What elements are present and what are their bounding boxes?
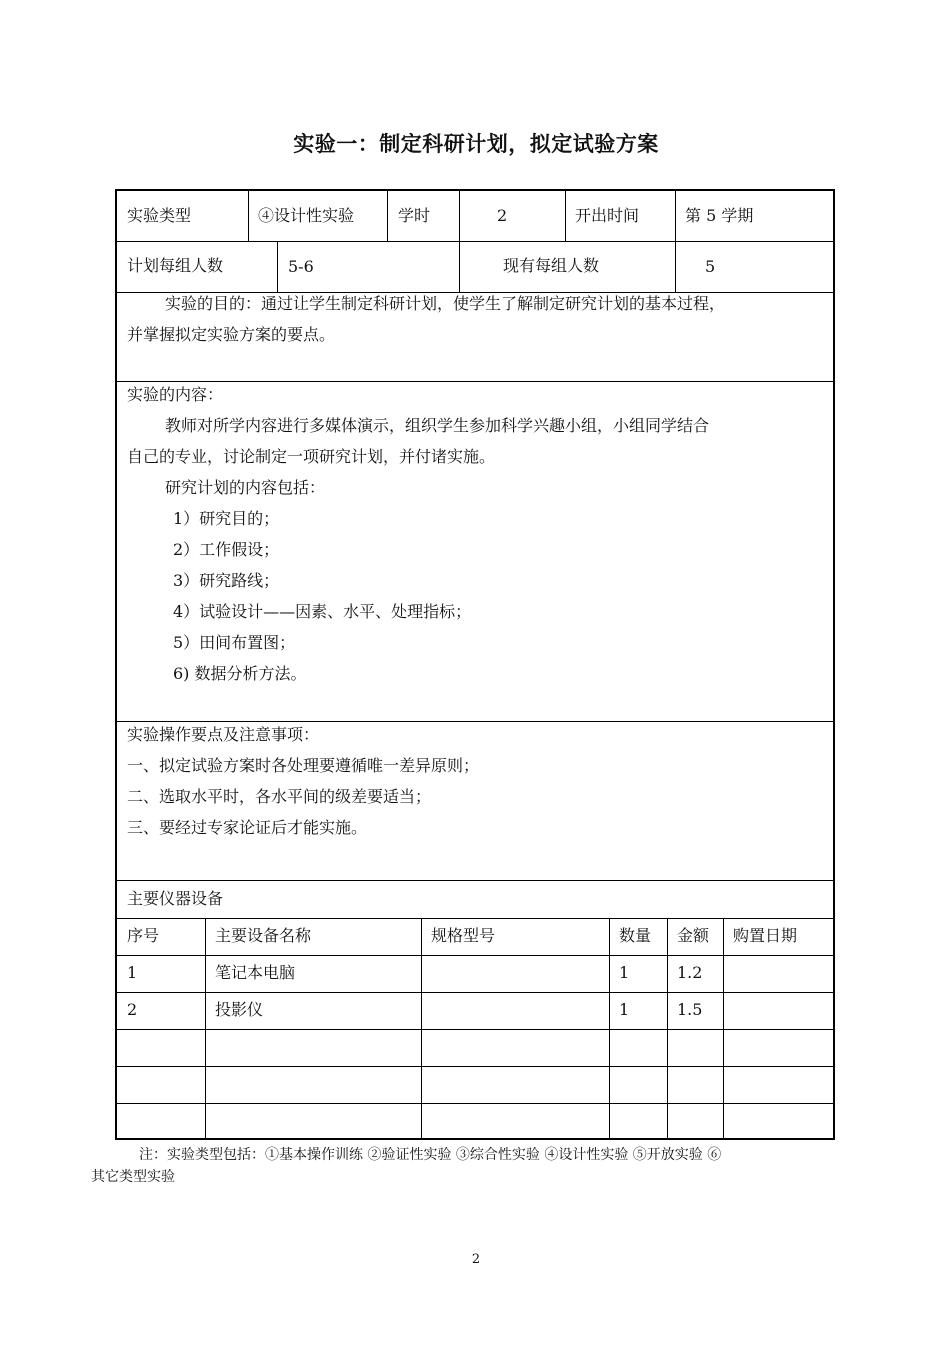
type-label: 实验类型 bbox=[127, 206, 192, 225]
operation-item: 二、选取水平时，各水平间的级差要适当； bbox=[127, 787, 432, 806]
column-header: 主要设备名称 bbox=[215, 926, 312, 945]
page-title: 实验一：制定科研计划，拟定试验方案 bbox=[293, 132, 659, 156]
table-cell: 1.5 bbox=[677, 1000, 703, 1019]
column-header: 规格型号 bbox=[431, 926, 496, 945]
content-line: 自己的专业，讨论制定一项研究计划，并付诸实施。 bbox=[127, 447, 496, 466]
actual-label: 现有每组人数 bbox=[503, 256, 600, 275]
content-section bbox=[127, 379, 709, 689]
operation-heading: 实验操作要点及注意事项： bbox=[127, 725, 320, 744]
type-value: ④设计性实验 bbox=[258, 206, 355, 225]
actual-value: 5 bbox=[705, 257, 716, 276]
table-cell: 1.2 bbox=[677, 963, 703, 982]
hours-value: 2 bbox=[497, 206, 508, 225]
operation-item: 一、拟定试验方案时各处理要遵循唯一差异原则； bbox=[127, 756, 480, 775]
table-cell: 1 bbox=[619, 1000, 630, 1019]
time-label: 开出时间 bbox=[575, 206, 640, 225]
content-line: 教师对所学内容进行多媒体演示，组织学生参加科学兴趣小组，小组同学结合 bbox=[165, 416, 710, 435]
content-item: 4）试验设计——因素、水平、处理指标； bbox=[173, 602, 472, 621]
content-item: 5）田间布置图； bbox=[173, 633, 296, 652]
content-line: 研究计划的内容包括： bbox=[165, 478, 326, 497]
content-item: 1）研究目的； bbox=[173, 509, 280, 528]
content-heading: 实验的内容： bbox=[127, 385, 224, 404]
purpose-line: 实验的目的：通过让学生制定科研计划，使学生了解制定研究计划的基本过程， bbox=[165, 294, 726, 313]
plan-value: 5-6 bbox=[288, 257, 314, 276]
page-number: 2 bbox=[471, 1252, 481, 1267]
table-cell: 1 bbox=[127, 963, 138, 982]
table-cell: 1 bbox=[619, 963, 630, 982]
experiment-table bbox=[115, 189, 835, 1140]
column-header: 购置日期 bbox=[733, 926, 798, 945]
hours-label: 学时 bbox=[398, 206, 431, 225]
equipment-heading: 主要仪器设备 bbox=[127, 889, 224, 908]
table-cell: 2 bbox=[127, 1000, 138, 1019]
footnote-line: 其它类型实验 bbox=[91, 1169, 175, 1185]
footnote bbox=[91, 1144, 860, 1188]
purpose-section bbox=[127, 288, 725, 350]
column-header: 金额 bbox=[677, 926, 710, 945]
content-item: 6) 数据分析方法。 bbox=[173, 664, 307, 683]
operation-section bbox=[127, 719, 479, 843]
column-header: 数量 bbox=[619, 926, 652, 945]
time-value: 第 5 学期 bbox=[685, 206, 754, 225]
operation-item: 三、要经过专家论证后才能实施。 bbox=[127, 818, 368, 837]
table-cell: 投影仪 bbox=[215, 1000, 264, 1019]
content-item: 3）研究路线； bbox=[173, 571, 280, 590]
content-item: 2）工作假设； bbox=[173, 540, 280, 559]
purpose-line: 并掌握拟定实验方案的要点。 bbox=[127, 325, 336, 344]
column-header: 序号 bbox=[127, 926, 160, 945]
plan-label: 计划每组人数 bbox=[127, 256, 224, 275]
footnote-line: 注：实验类型包括：①基本操作训练 ②验证性实验 ③综合性实验 ④设计性实验 ⑤开放实验 ⑥ bbox=[139, 1147, 722, 1163]
table-cell: 笔记本电脑 bbox=[215, 963, 296, 982]
